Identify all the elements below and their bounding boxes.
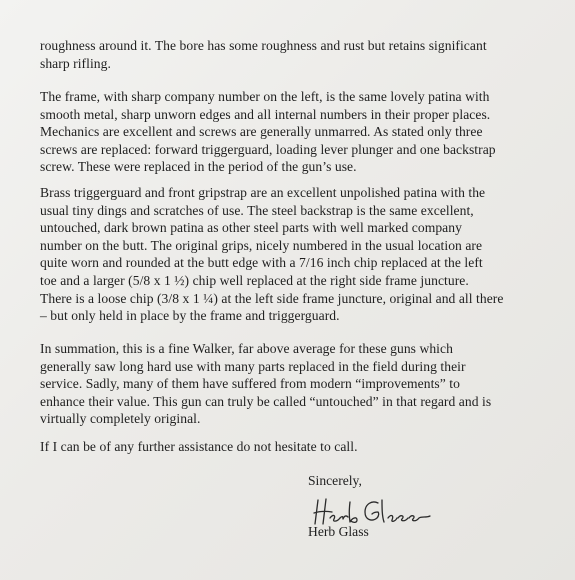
text-line: sharp rifling. <box>40 55 111 71</box>
paragraph-frame-condition <box>40 88 560 176</box>
text-line: quite worn and rounded at the butt edge with a 7/16 inch chip replaced at the left <box>40 255 483 271</box>
text-line: – but only held in place by the frame and triggerguard. <box>40 308 340 324</box>
text-line: screws are replaced: forward triggerguard, loading lever plunger and one backstrap <box>40 141 496 157</box>
text-line: number on the butt. The original grips, nicely numbered in the usual location are <box>40 237 483 253</box>
text-line: screw. These were replaced in the period of the gun’s use. <box>40 159 357 175</box>
text-line: virtually completely original. <box>40 411 201 427</box>
signer-name: Herb Glass <box>308 524 369 539</box>
text-line: toe and a larger (5/8 x 1 ½) chip well replaced at the right side frame juncture. <box>40 272 469 288</box>
closing-salutation: Sincerely, <box>308 473 362 488</box>
text-line: generally saw long hard use with many parts replaced in the field during their <box>40 358 466 374</box>
paragraph-bore-condition <box>40 37 560 72</box>
paragraph-grips-condition <box>40 184 560 325</box>
text-line: smooth metal, sharp unworn edges and all internal numbers in their proper places. <box>40 106 491 122</box>
text-line: usual tiny dings and scratches of use. The steel backstrap is the same excellent, <box>40 202 474 218</box>
text-line: roughness around it. The bore has some roughness and rust but retains significant <box>40 38 487 53</box>
text-line: The frame, with sharp company number on the left, is the same lovely patina with <box>40 89 490 104</box>
text-line: There is a loose chip (3/8 x 1 ¼) at the left side frame juncture, original and all there <box>40 290 504 306</box>
text-line: Brass triggerguard and front gripstrap are an excellent unpolished patina with the <box>40 185 486 200</box>
text-line: service. Sadly, many of them have suffered from modern “improvements” to <box>40 376 460 392</box>
text-line: In summation, this is a fine Walker, far above average for these guns which <box>40 341 453 356</box>
paragraph-summation <box>40 340 560 428</box>
text-line: enhance their value. This gun can truly be called “untouched” in that regard and is <box>40 393 492 409</box>
text-line: If I can be of any further assistance do not hesitate to call. <box>40 439 358 454</box>
text-line: untouched, dark brown patina as other steel parts with well marked company <box>40 220 462 236</box>
paragraph-assistance <box>40 438 560 456</box>
text-line: Mechanics are excellent and screws are generally unmarred. As stated only three <box>40 124 483 140</box>
